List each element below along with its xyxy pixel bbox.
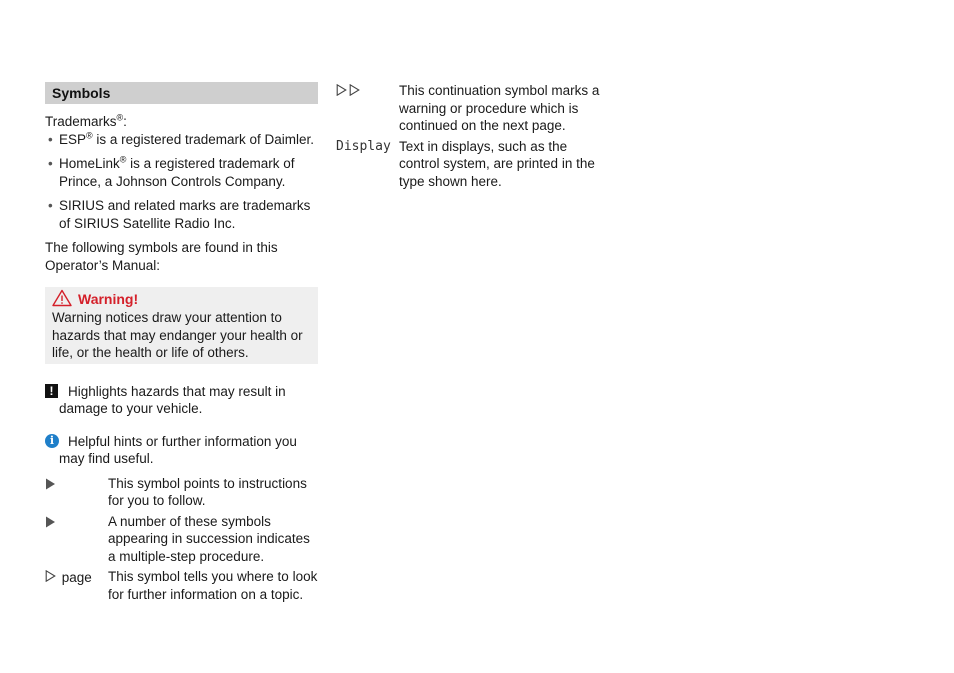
trademark-item-sirius: • SIRIUS and related marks are trademarks of SIRIUS Satellite Radio Inc. [48,198,311,231]
display-font-sample: Display [336,138,391,154]
warning-text: Warning notices draw your attention to hazards that may endanger your health or life, or the health or life of others. [52,310,303,360]
exclamation-icon: ! [45,384,58,398]
note-vehicle-damage: ! Highlights hazards that may result in damage to your vehicle. [45,383,318,418]
warning-triangle-icon [52,289,72,307]
trademarks-label: Trademarks®: [45,112,127,129]
bullet-icon: • [48,198,53,213]
triangle-right-filled-icon [45,475,56,495]
right-column [336,82,611,190]
warning-title: Warning! [52,289,311,309]
symbol-row-page-ref: page This symbol tells you where to look for further information on a topic. [45,568,318,603]
triangle-right-outline-icon [45,570,56,582]
trademark-item-esp: • ESP® is a registered trademark of Daimler. [48,130,314,147]
warning-box [45,287,318,364]
note-helpful-hint: i Helpful hints or further information you may find useful. [45,433,318,468]
symbol-row-multistep: A number of these symbols appearing in succession indicates a multiple-step procedure. [45,513,318,566]
intro-text: The following symbols are found in this Operator’s Manual: [45,240,278,273]
bullet-icon: • [48,156,53,171]
symbol-row-continuation: This continuation symbol marks a warning or procedure which is continued on the next page. [336,82,611,135]
bullet-icon: • [48,131,53,147]
left-column [45,82,318,603]
symbol-row-instruction: This symbol points to instructions for you to follow. [45,475,318,510]
page-label: page [61,570,92,585]
double-triangle-right-outline-icon [336,82,360,101]
info-icon: i [45,434,59,448]
symbol-row-display: Display Text in displays, such as the control system, are printed in the type shown here. [336,138,595,189]
section-heading: Symbols [45,82,318,104]
triangle-right-filled-icon [45,513,56,533]
trademark-item-homelink: • HomeLink® is a registered trademark of Prince, a Johnson Controls Company. [48,154,295,189]
